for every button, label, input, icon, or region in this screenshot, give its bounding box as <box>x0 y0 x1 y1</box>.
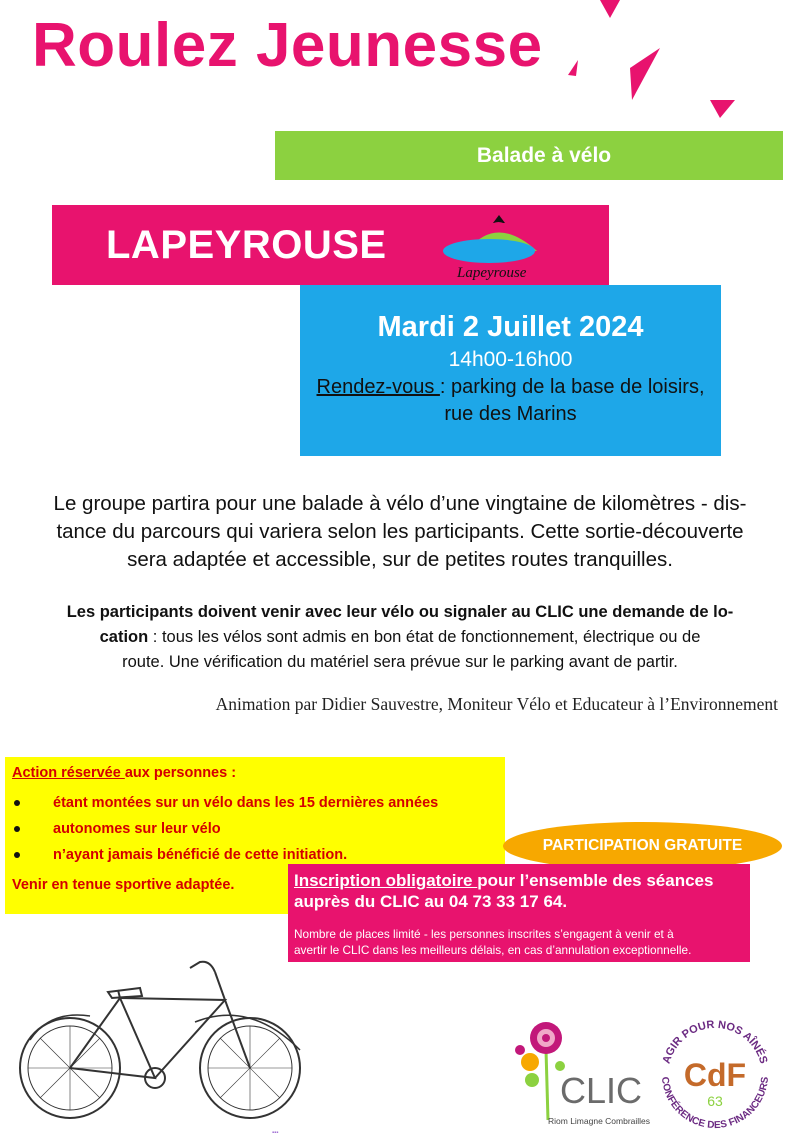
description-line: sera adaptée et accessible, sur de petites routes tranquilles. <box>127 548 673 571</box>
activity-banner <box>275 131 783 180</box>
location-banner <box>52 205 609 285</box>
illustration-credit: ▪▪▪ <box>272 1130 279 1136</box>
meeting-text-2: rue des Marins <box>444 403 577 425</box>
bullet-icon <box>14 826 20 832</box>
description-line: Le groupe partira pour une balade à vélo d’une vingtaine de kilomètres - dis- <box>53 492 747 515</box>
city-name: LAPEYROUSE <box>106 223 387 267</box>
requirements-bold: Les participants doivent venir avec leur vélo ou signaler au CLIC une demande de lo- <box>66 603 734 621</box>
decorative-triangles <box>560 0 800 130</box>
registration-note-line: Nombre de places limité - les personnes inscrites s’engagent à venir et à <box>294 927 674 941</box>
requirements-paragraph <box>30 600 770 675</box>
animation-credit: Animation par Didier Sauvestre, Moniteur Vélo et Educateur à l’Environnement <box>215 694 778 714</box>
bicycle-illustration <box>10 940 310 1140</box>
event-info-box <box>300 285 721 456</box>
meeting-point <box>300 374 721 428</box>
list-item <box>12 790 438 816</box>
registration-note-line: avertir le CLIC dans les meilleurs délais, en cas d’annulation exceptionnelle. <box>294 943 692 957</box>
registration-underlined: Inscription obligatoire <box>294 871 478 890</box>
conditions-list <box>12 790 438 868</box>
list-item-text: étant montées sur un vélo dans les 15 dernières années <box>53 795 439 811</box>
event-date: Mardi 2 Juillet 2024 <box>377 311 644 343</box>
cdf-number: 63 <box>707 1093 723 1109</box>
lapeyrouse-logo <box>437 207 547 283</box>
registration-note <box>294 926 746 958</box>
clic-subtitle: Riom Limagne Combrailles <box>548 1116 651 1126</box>
bullet-icon <box>14 800 20 806</box>
cdf-top-text: AGIR POUR NOS AÎNÉS <box>660 1018 770 1066</box>
description-paragraph <box>30 490 770 574</box>
registration-heading <box>294 870 744 912</box>
meeting-text: : parking de la base de loisirs, <box>439 376 705 398</box>
list-item-text: autonomes sur leur vélo <box>53 821 221 837</box>
requirements-text-2: route. Une vérification du matériel sera prévue sur le parking avant de partir. <box>122 653 678 671</box>
requirements-bold-2: cation <box>99 628 149 646</box>
conditions-heading-rest: aux personnes : <box>124 765 237 781</box>
meeting-label: Rendez-vous <box>316 376 440 398</box>
list-item-text: n’ayant jamais bénéficié de cette initiation. <box>53 847 348 863</box>
cdf-bottom-text: CONFÉRENCE DES FINANCEURS <box>658 1076 772 1132</box>
registration-box <box>288 864 750 962</box>
conditions-heading <box>12 765 236 781</box>
list-item <box>12 816 438 842</box>
event-time: 14h00-16h00 <box>448 348 573 371</box>
lapeyrouse-logo-text: Lapeyrouse <box>457 265 527 281</box>
requirements-text: : tous les vélos sont admis en bon état de fonctionnement, électrique ou de <box>148 628 701 646</box>
clic-text: CLIC <box>560 1070 643 1111</box>
registration-heading-rest: pour l’ensemble des séances <box>477 871 714 890</box>
poster-title: Roulez Jeunesse <box>32 11 543 80</box>
cdf-logo <box>648 1008 782 1142</box>
clic-logo <box>510 1010 651 1140</box>
activity-label: Balade à vélo <box>476 143 612 167</box>
description-line: tance du parcours qui variera selon les participants. Cette sortie-découverte <box>56 520 744 543</box>
dress-code: Venir en tenue sportive adaptée. <box>12 877 235 893</box>
free-participation-badge: PARTICIPATION GRATUITE <box>503 822 782 870</box>
conditions-heading-underlined: Action réservée <box>12 765 125 781</box>
cdf-center-text: CdF <box>683 1057 747 1093</box>
registration-phone: auprès du CLIC au 04 73 33 17 64. <box>294 892 568 911</box>
bullet-icon <box>14 852 20 858</box>
